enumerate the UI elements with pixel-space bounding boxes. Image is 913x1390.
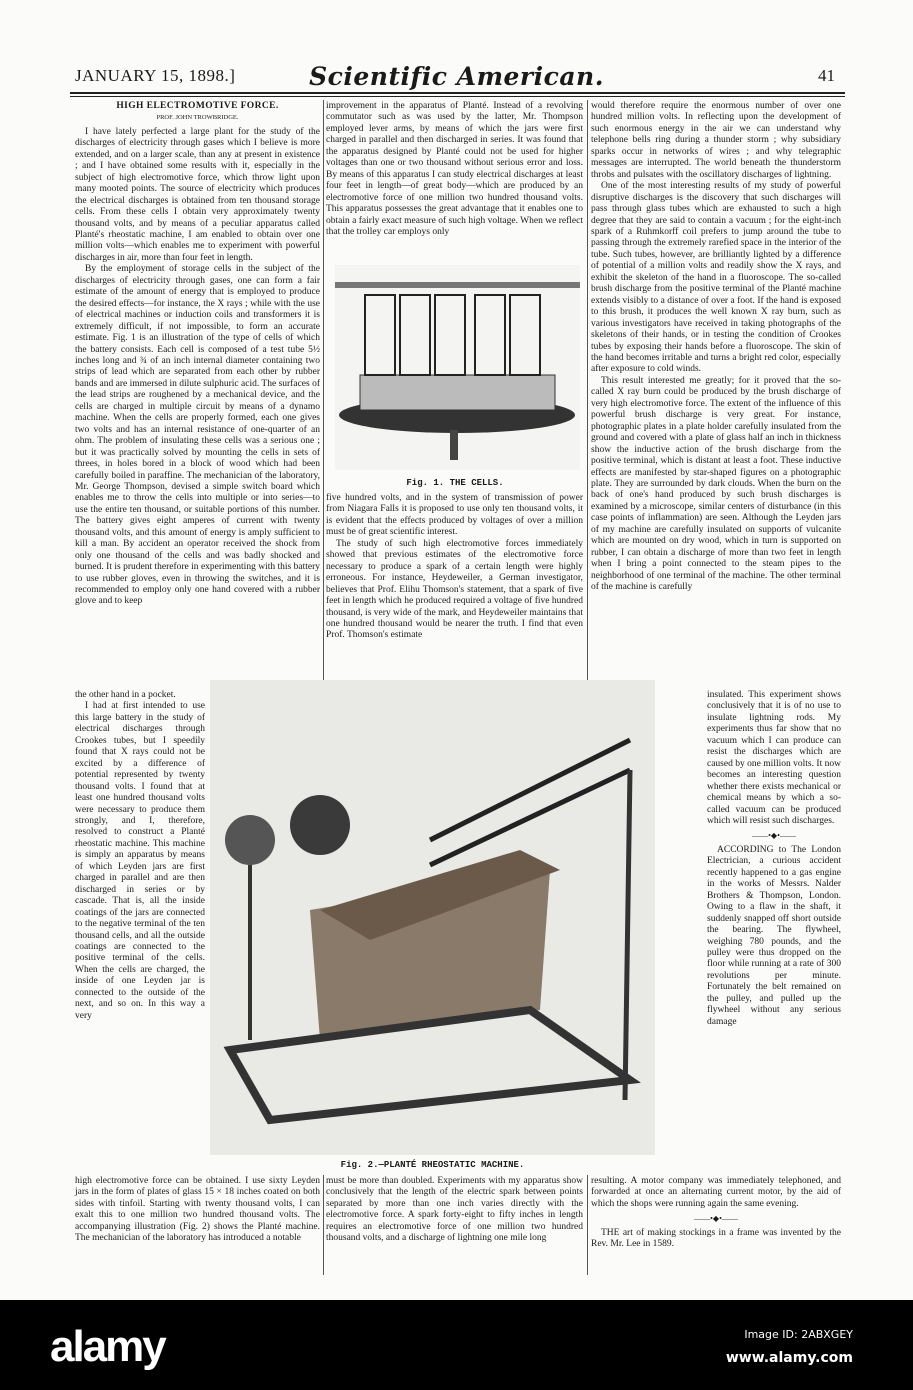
article-column-1-bottom (75, 1176, 320, 1245)
news-item-accident: ACCORDING to The London Electrician, a curious accident recently happened to a gas engine in the works of Messrs. Nalder Brothers & Thompson, London. Owing to a flaw in the shaft, it suddenly snapped off short outside the bearing. The flywheel, weighing 780 pounds, and the pulley were thus dropped on the floor while running at a rate of 300 revolutions per minute. Fortunately the belt remained on the pulley, and pulled up the flywheel without any serious damage (707, 844, 841, 1027)
paragraph: resulting. A motor company was immediately telephoned, and forwarded at once an alternating current motor, by the aid of which the shops were running again the same evening. (591, 1176, 841, 1209)
paragraph: The study of such high electromotive forces immediately showed that previous estimates of the electromotive force necessary to produce a spark of a certain length were highly erroneous. For instance, Heydeweiler, a German investigator, believes that Prof. Elihu Thomson's statement, that a spark of five feet in length which he produced required a voltage of five hundred thousand, is very wide of the mark, and Heydeweiler maintains that one hundred thousand would be nearer the truth. I find that even Prof. Thomson's estimate (326, 538, 583, 641)
watermark-bar (0, 1300, 913, 1390)
site-url: www.alamy.com (725, 1350, 853, 1366)
cells-drawing (335, 265, 580, 470)
paragraph: I have lately perfected a large plant for the study of the discharges of electricity through gases which I believe is more extended, and on a larger scale, than any at present in existence ; and I have obtained some results with it, especially in the subject of high electromotive force, which throw light upon many mooted points. The source of electricity which produces the electrical discharges is obtained from ten thousand storage cells. From these cells I obtain very approximately twenty thousand volts, and by means of a peculiar apparatus called Planté's rheostatic machine, I am enabled to obtain over one million volts—which enables me to experiment with powerful discharges in air, more than four feet in length. (75, 126, 320, 263)
alamy-logo: alamy (50, 1322, 165, 1371)
image-id: Image ID: 2ABXGEY (744, 1328, 853, 1341)
paragraph: One of the most interesting results of my study of powerful disruptive discharges is the discovery that such discharges will pass through glass tubes which are exhausted to such a high degree that they are said to contain a vacuum ; for the eight-inch spark of a Ruhmkorff coil prefers to jump around the tube to passing through the extremely rarefied space in the interior of the tube. Such tubes, however, are brilliantly lighted by a difference of potential of a million volts and readily show the X rays, and exhibit the skeleton of the hand in a fluoroscope. The so-called brush discharge from the positive terminal of the Planté machine extends visibly to a distance of over a foot. If the hand is exposed to this brush, it produces the well known X ray burn, such as various investigators have received in taking photographs of the skeletons of their hands, or in testing the condition of Crookes tubes by exposing their hands before a fluoroscope. The skin of the hand becomes irritable and turns a bright red color, especially after exposure to cold winds. (591, 181, 841, 375)
fig1-caption: Fig. 1. THE CELLS. (406, 478, 504, 488)
masthead: Scientific American. (309, 62, 604, 91)
paragraph: high electromotive force can be obtained. I use sixty Leyden jars in the form of plates of glass 15 × 18 inches coated on both sides with tinfoil. Starting with twenty thousand volts, I can exalt this to one million two hundred thousand volts. The accompanying illustration (Fig. 2) shows the Planté machine. The mechanician of the laboratory has introduced a notable (75, 1176, 320, 1244)
article-column-1-narrow (75, 690, 205, 1022)
article-column-2-top (326, 101, 583, 238)
ornament-divider: ——•◆•—— (752, 831, 796, 841)
paragraph: insulated. This experiment shows conclusively that it is of no use to insulate lightning rods. My experiments thus far show that no vacuum which I can produce can resist the discharges which are caused by one million volts. It now becomes an interesting question whether there exists mechanical or chemical means by which a so-called vacuum can be produced which will resist such discharges. (707, 690, 841, 826)
header-rule-thin (70, 96, 845, 97)
news-column-3-bottom (591, 1176, 841, 1251)
paragraph: By the employment of storage cells in the subject of the discharges of electricity through gases, one can form a fair estimate of the amount of energy that is employed to produce the desired effects—for instance, the X rays ; while with the use of electrical machines or induction coils and transformers it is extremely difficult, if not impossible, to form an accurate estimate. Fig. 1 is an illustration of the type of cells of which the battery consists. Each cell is composed of a test tube 5½ inches long and ¾ of an inch internal diameter containing two strips of lead which are separated from each other by rubber bands and are immersed in dilute sulphuric acid. The surfaces of the lead strips are roughened by a mechanical device, and the cells are charged in multiple circuit by means of a dynamo machine. When the cells are properly formed, each one gives two volts and has an internal resistance of one-quarter of an ohm. The problem of insulating these cells was a serious one ; but it was practically solved by mounting the cells in sets of threes, in holes bored in a block of wood which had been carefully boiled in paraffine. The mechanician of the laboratory, Mr. George Thompson, devised a simple switch board which enables me to throw the cells into multiple or into series—to use the entire ten thousand, or suitable portions of this number. The battery gives eight amperes of current with twenty thousand volts, and this amount of energy is amply sufficient to kill a man. By accident an operator received the shock from only one thousand of the cells and was badly shocked and burned. It is prudent therefore in experimenting with this battery to use rubber gloves, even in throwing the switches, and it is recommended to employ only one hand covered with a rubber glove and to keep (75, 264, 320, 607)
header-rule (70, 92, 845, 94)
news-item-stockings: THE art of making stockings in a frame was invented by the Rev. Mr. Lee in 1589. (591, 1227, 841, 1250)
article-byline: PROF. JOHN TROWBRIDGE. (156, 114, 239, 122)
issue-date: JANUARY 15, 1898.] (75, 66, 236, 85)
paragraph: This result interested me greatly; for it proved that the so-called X ray burn could be produced by the brush discharge of very high electromotive force. The extent of the influence of this powerful brush discharge is very great. For instance, photographic plates in a plate holder carefully insulated from the ground and covered with a plate of glass half an inch in thickness show the inductive action of the brush discharge from the positive terminal, which is distant at least a foot. These inductive effects are manifested by star-shaped figures on a photographic plate. They are surrounded by dark clouds. When the burn on the back of one's hand produced by such brush discharges is examined by a microscope, similar centers of disturbance (in this case points of inflammation) are seen. Although the Leyden jars of my machine are carefully insulated on supports of vulcanite which are mounted on dry wood, which in turn is supported on rubber, I can obtain a discharge of more than two feet in length when I bring a point connected to the steam pipes to the neighborhood of one terminal of the machine. The other terminal of the machine is carefully (591, 375, 841, 593)
ornament-divider: ——•◆•—— (694, 1214, 738, 1224)
article-title: HIGH ELECTROMOTIVE FORCE. (116, 101, 279, 111)
paragraph: five hundred volts, and in the system of transmission of power from Niagara Falls it is proposed to use only ten thousand volts, it is evident that the effects produced by voltages of over a million must be of great scientific interest. (326, 493, 583, 538)
rheostatic-machine-drawing (210, 680, 655, 1155)
column-divider (587, 1175, 588, 1275)
article-column-1 (75, 101, 320, 608)
paragraph: I had at first intended to use this large battery in the study of electrical discharges through Crookes tubes, but I speedily found that X rays could not be excited by a difference of potential represented by twenty thousand volts. I found that at least one hundred thousand volts were necessary to produce them strongly, and I, therefore, resolved to construct a Planté rheostatic machine. This machine is simply an apparatus by means of which Leyden jars are first charged in parallel and are then discharged in series or by cascade. That is, all the inside coatings of the jars are connected to the negative terminal of the ten thousand cells, and all the outside coatings are connected to the positive terminal of the cells. When the cells are charged, the inside of one Leyden jar is connected to the outside of the next, and so on. In this way a very (75, 701, 205, 1021)
article-column-2-mid (326, 493, 583, 642)
column-divider (323, 1175, 324, 1275)
article-column-3 (591, 101, 841, 593)
fig2-caption: Fig. 2.—PLANTÉ RHEOSTATIC MACHINE. (340, 1160, 525, 1170)
column-divider (587, 100, 588, 680)
paragraph: must be more than doubled. Experiments with my apparatus show conclusively that the length of the electric spark between points separated by more than one inch varies directly with the electromotive force. A spark forty-eight to fifty inches in length requires an electromotive force of one million two hundred thousand volts, and a discharge of lightning one mile long (326, 1176, 583, 1244)
fig1-illustration (335, 265, 580, 470)
page-number: 41 (818, 66, 835, 85)
article-column-3-narrow (707, 690, 841, 1028)
article-column-2-bottom (326, 1176, 583, 1245)
paragraph: improvement in the apparatus of Planté. Instead of a revolving commutator such as was used by the latter, Mr. Thompson employed lever arms, by means of which the jars were first charged in parallel and then discharged in series. It was found that the apparatus designed by Planté could not be used for higher voltages than one or two thousand without serious error and loss. By means of this apparatus I can study electrical discharges at least four feet in length—of great body—which are produced by an electromotive force of one million two hundred thousand volts. This apparatus possesses the great advantage that it enables one to obtain a fairly exact measure of such high voltage. When we reflect that the trolley car employs only (326, 101, 583, 237)
paragraph: would therefore require the enormous number of over one hundred million volts. In reflecting upon the development of such enormous energy in the air we can understand why telephone bells ring during a thunder storm ; why subsidiary sparks occur in networks of wires ; and why telegraphic messages are interrupted. The world beneath the thunderstorm throbs and pulsates with the oscillatory discharges of lightning. (591, 101, 841, 180)
fig2-photograph (210, 680, 655, 1155)
paragraph: the other hand in a pocket. (75, 690, 176, 700)
column-divider (323, 100, 324, 680)
